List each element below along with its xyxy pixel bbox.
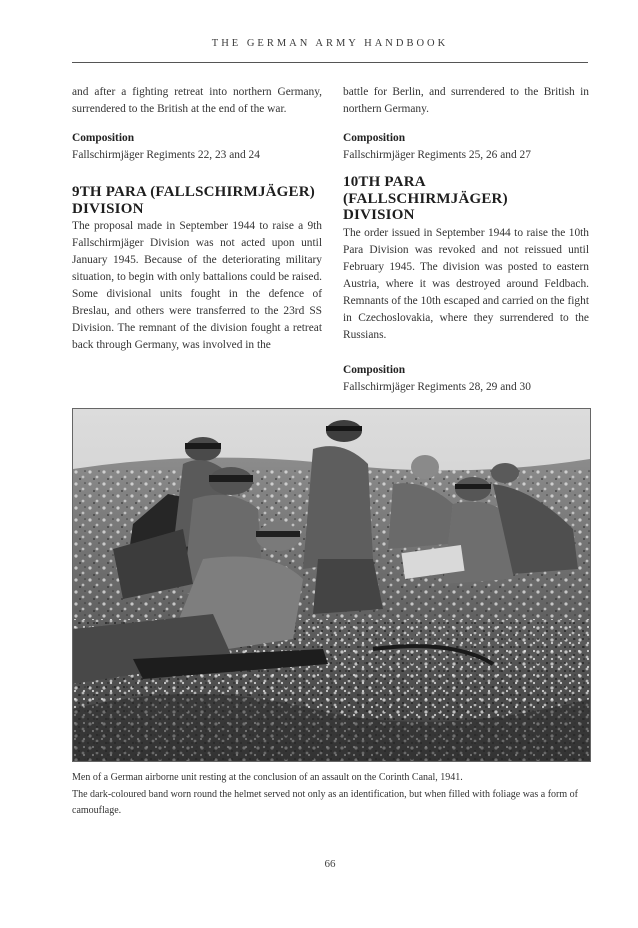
section-heading-10th-para (343, 174, 589, 224)
composition-text: Fallschirmjäger Regiments 22, 23 and 24 (72, 149, 260, 161)
composition-text: Fallschirmjäger Regiments 25, 26 and 27 (343, 149, 531, 161)
section-heading-line: DIVISION (72, 200, 144, 217)
section-heading-line: 10TH PARA (FALLSCHIRMJÄGER) (343, 174, 508, 207)
caption-line: Men of a German airborne unit resting at the conclusion of an assault on the Corinth Canal, 1941. (72, 772, 463, 783)
composition-text: Fallschirmjäger Regiments 28, 29 and 30 (343, 380, 531, 393)
caption-line: The dark-coloured band worn round the helmet served not only as an identification, but when filled with foliage was a form of camouflage. (72, 788, 578, 817)
right-intro-paragraph: battle for Berlin, and surrendered to the British in northern Germany. (343, 86, 589, 115)
section-body-9th-para: The proposal made in September 1944 to raise a 9th Fallschirmjäger Division was not acted upon until January 1945. Because of the deteriorating military situation, to begin with only battalions could be raised. Some divisional units fought in the defence of Breslau, and others were transferred to the 23rd SS Division. The remnant of the division fought a retreat back through Germany, was involved in the (72, 220, 322, 351)
composition-heading: Composition (343, 363, 406, 376)
page-number: 66 (324, 858, 336, 870)
left-column (72, 84, 322, 354)
composition-heading: Composition (343, 132, 406, 144)
running-head: THE GERMAN ARMY HANDBOOK (211, 38, 449, 49)
header-rule (72, 62, 588, 63)
right-column (343, 84, 589, 396)
left-intro-paragraph: and after a fighting retreat into northern Germany, surrendered to the British at the end of the war. (72, 86, 322, 115)
section-heading-line: 9TH PARA (FALLSCHIRMJÄGER) (72, 184, 315, 200)
photo-illustration (73, 409, 590, 761)
section-heading-9th-para (72, 184, 322, 217)
composition-heading: Composition (72, 132, 135, 144)
section-body-10th-para: The order issued in September 1944 to raise the 10th Para Division was revoked and not reissued until February 1945. The division was posted to eastern Austria, where it was destroyed around Feldbach. Remnants of the 10th escaped and carried on the fight in Czechoslovakia, where they surrendered to the Russians. (343, 226, 589, 341)
section-heading-line: DIVISION (343, 207, 415, 223)
photograph-paratroopers-resting (72, 408, 591, 762)
photo-caption (72, 770, 589, 820)
